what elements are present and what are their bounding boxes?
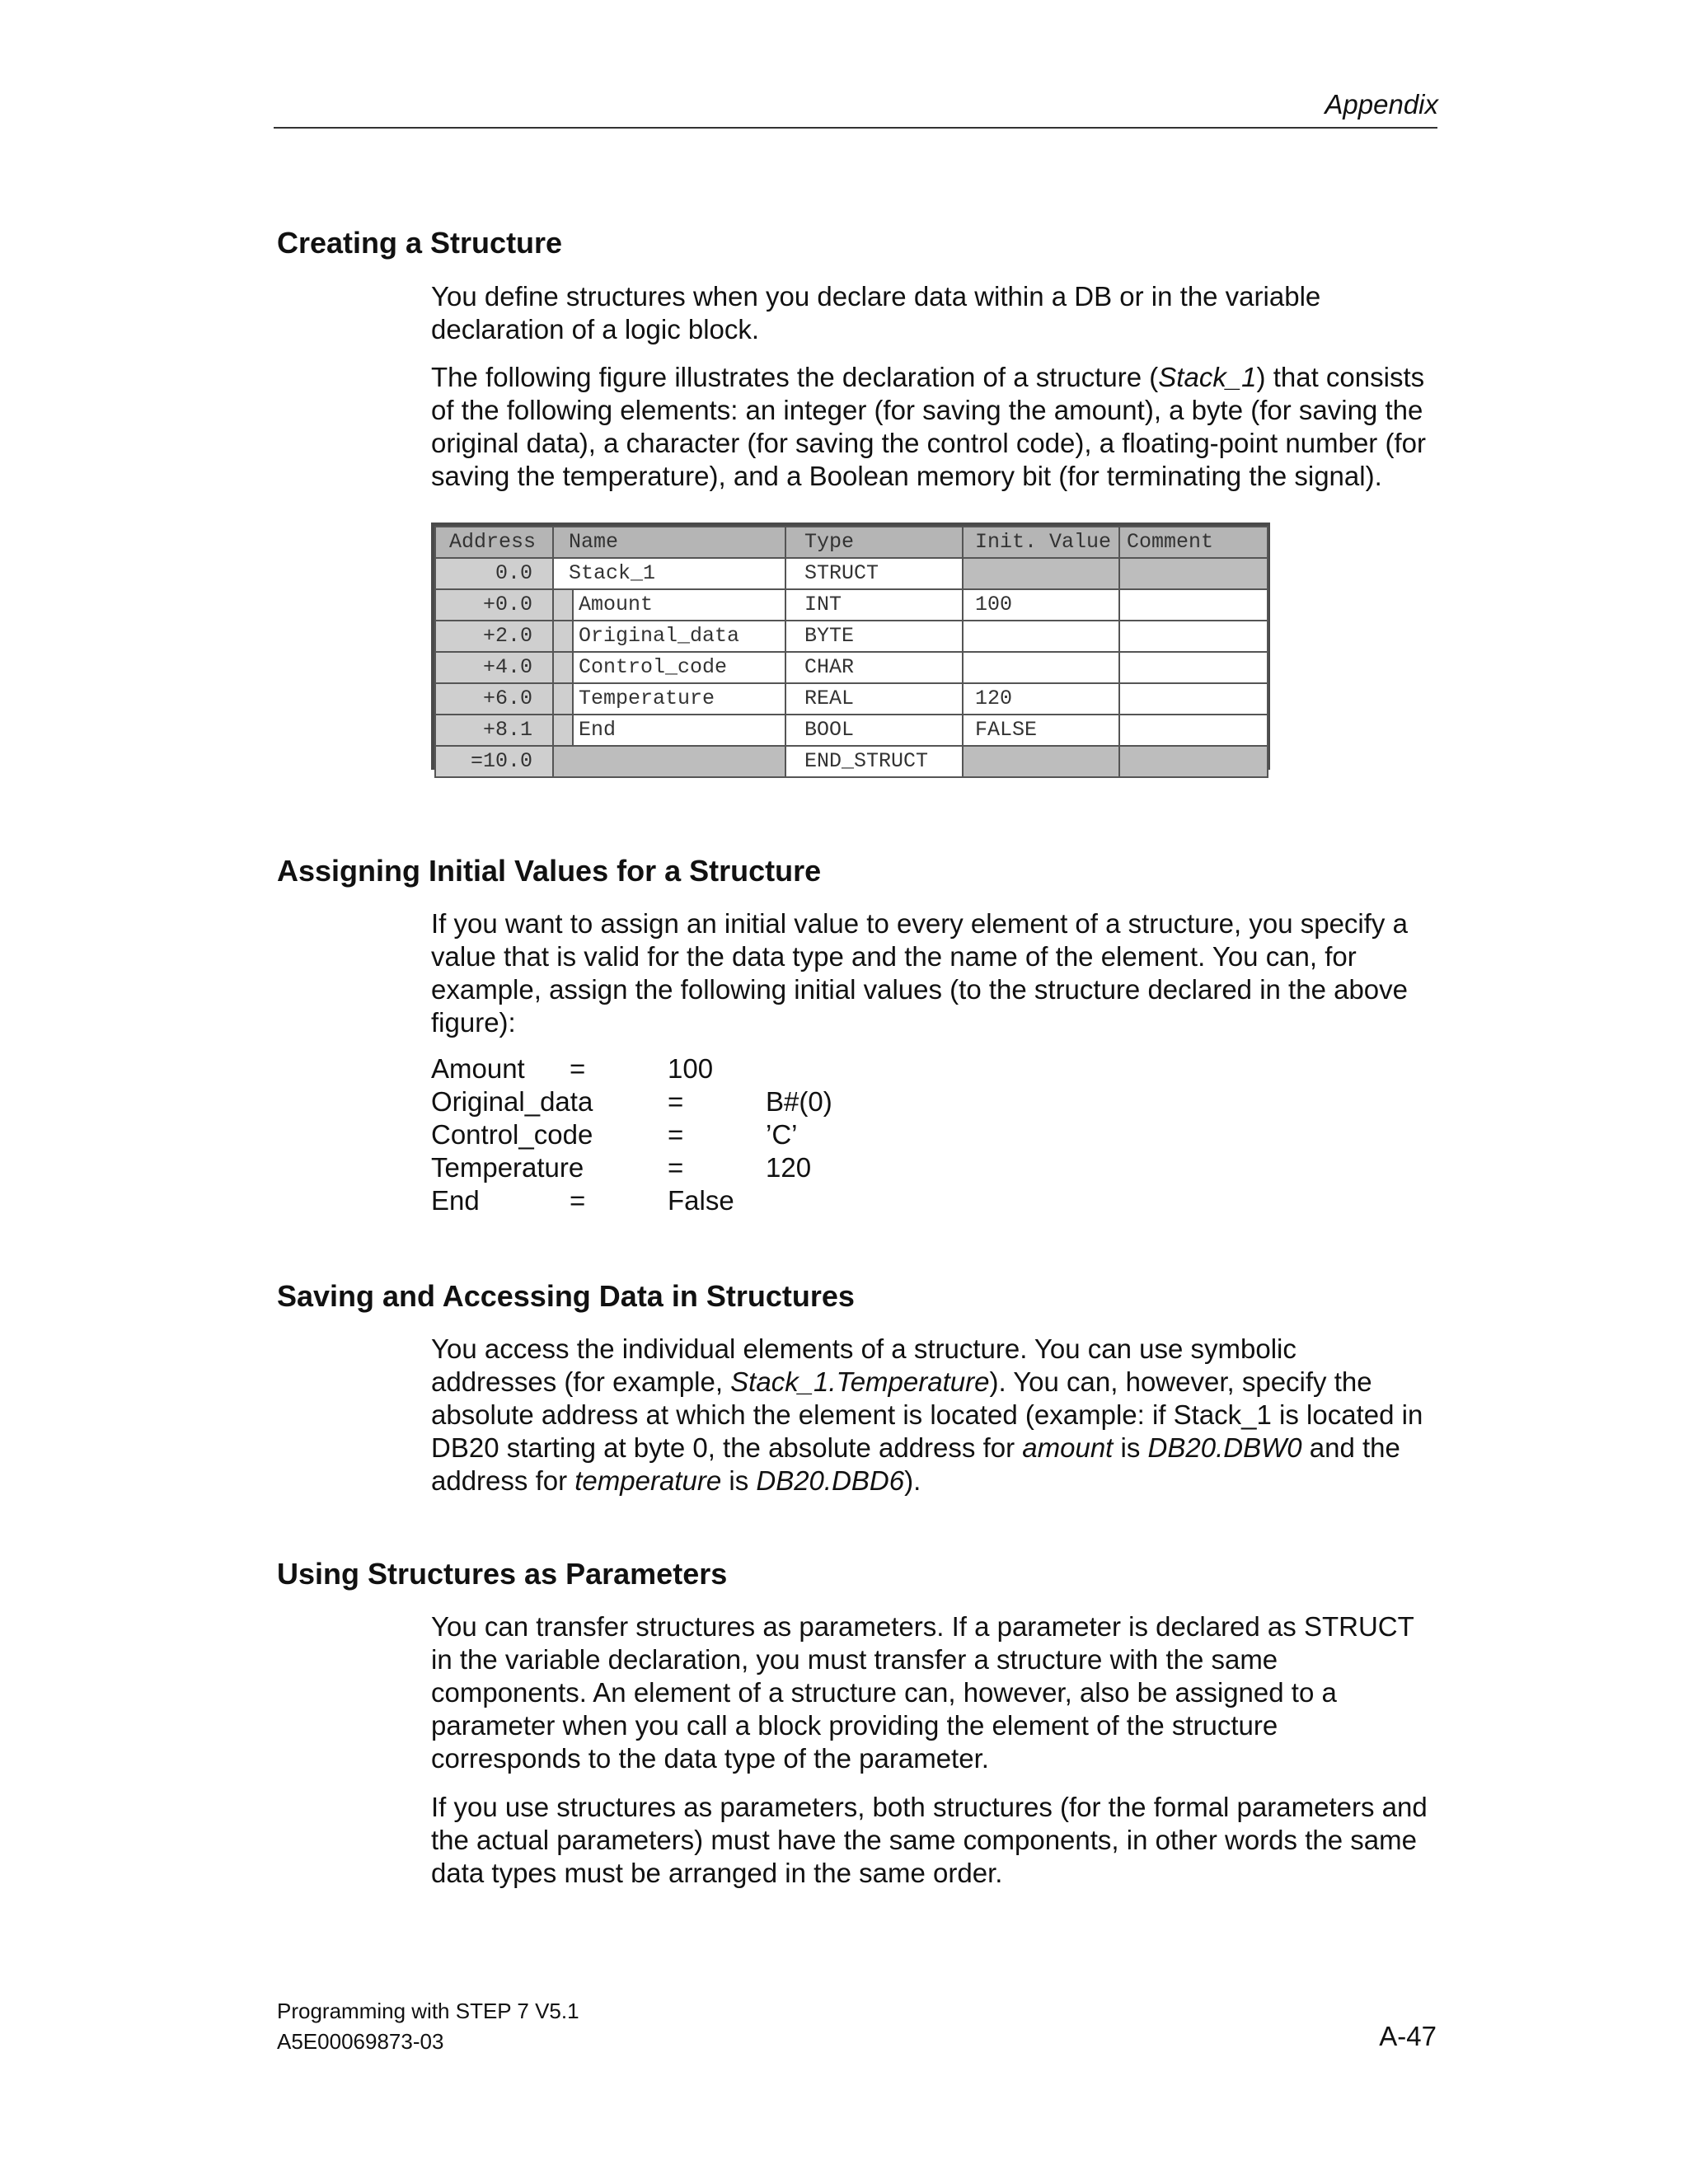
cell-init-value	[963, 652, 1119, 683]
text-line: of the following elements: an integer (for saving the amount), a byte (for saving the	[431, 395, 1423, 425]
initial-values-list	[431, 1052, 1008, 1217]
header-rule	[274, 127, 1437, 129]
paragraph-accessing-elements	[431, 1333, 1441, 1497]
declaration-table	[434, 526, 1268, 778]
footer-doc-number: A5E00069873-03	[277, 2029, 444, 2054]
cell-init-value: 100	[963, 589, 1119, 621]
text-line: figure):	[431, 1007, 516, 1038]
cell-comment	[1119, 621, 1268, 652]
indent-cell	[553, 652, 573, 683]
footer-book-title: Programming with STEP 7 V5.1	[277, 1999, 579, 2023]
cell-init-value	[963, 746, 1119, 777]
text-line: components. An element of a structure can, however, also be assigned to a	[431, 1677, 1337, 1708]
text-line: You define structures when you declare data within a DB or in the variable	[431, 281, 1321, 312]
assignment-name: End	[431, 1185, 480, 1216]
cell-type: CHAR	[785, 652, 963, 683]
list-item	[431, 1085, 1008, 1118]
text-line: example, assign the following initial values (to the structure declared in the above	[431, 974, 1409, 1005]
cell-init-value: FALSE	[963, 715, 1119, 746]
text-line: parameter when you call a block providing the element of the structure	[431, 1710, 1278, 1741]
list-item	[431, 1118, 1008, 1151]
text-line: the actual parameters) must have the same components, in other words the same	[431, 1825, 1417, 1855]
cell-comment	[1119, 746, 1268, 777]
cell-comment	[1119, 589, 1268, 621]
text-line: in the variable declaration, you must transfer a structure with the same	[431, 1644, 1278, 1675]
paragraph-same-components	[431, 1791, 1441, 1890]
cell-type: REAL	[785, 683, 963, 715]
text-line: declaration of a logic block.	[431, 314, 760, 344]
cell-name: End	[573, 715, 785, 746]
list-item	[431, 1151, 1008, 1184]
paragraph-define-structures	[431, 280, 1441, 346]
assignment-value: 120	[766, 1152, 812, 1183]
cell-init-value	[963, 621, 1119, 652]
text-line: data types must be arranged in the same order.	[431, 1858, 1003, 1888]
cell-name	[553, 746, 785, 777]
cell-name: Amount	[573, 589, 785, 621]
indent-cell	[553, 589, 573, 621]
cell-type: STRUCT	[785, 558, 963, 589]
assignment-value: False	[668, 1185, 734, 1216]
italic-stack-1: Stack_1	[1158, 362, 1257, 392]
text-line: corresponds to the data type of the parameter.	[431, 1743, 989, 1774]
heading-structures-as-parameters: Using Structures as Parameters	[277, 1557, 728, 1591]
cell-type: BYTE	[785, 621, 963, 652]
table-row	[435, 652, 1268, 683]
text-line: value that is valid for the data type and the name of the element. You can, for	[431, 941, 1357, 972]
indent-cell	[553, 715, 573, 746]
assignment-equals: =	[570, 1185, 586, 1216]
header-type: Type	[785, 527, 963, 558]
text-line: absolute address at which the element is located (example: if Stack_1 is located in	[431, 1399, 1423, 1430]
text-line: addresses (for example, Stack_1.Temperature). You can, however, specify the	[431, 1366, 1372, 1397]
cell-address: +6.0	[435, 683, 553, 715]
cell-address: 0.0	[435, 558, 553, 589]
cell-type: INT	[785, 589, 963, 621]
cell-comment	[1119, 652, 1268, 683]
header-name: Name	[553, 527, 785, 558]
table-row	[435, 621, 1268, 652]
cell-name: Control_code	[573, 652, 785, 683]
assignment-name: Temperature	[431, 1152, 584, 1183]
table-row	[435, 715, 1268, 746]
cell-comment	[1119, 558, 1268, 589]
paragraph-figure-description	[431, 361, 1441, 493]
cell-address: +4.0	[435, 652, 553, 683]
page-number: A-47	[1379, 2021, 1437, 2051]
cell-name: Stack_1	[553, 558, 785, 589]
indent-cell	[553, 683, 573, 715]
cell-name: Temperature	[573, 683, 785, 715]
cell-type: END_STRUCT	[785, 746, 963, 777]
header-init-value: Init. Value	[963, 527, 1119, 558]
paragraph-transfer-structures	[431, 1610, 1441, 1775]
header-comment: Comment	[1119, 527, 1268, 558]
list-item	[431, 1184, 1008, 1217]
assignment-equals: =	[668, 1086, 684, 1117]
text-line: You access the individual elements of a structure. You can use symbolic	[431, 1333, 1296, 1364]
heading-saving-accessing-data: Saving and Accessing Data in Structures	[277, 1279, 855, 1313]
assignment-value: ’C’	[766, 1119, 798, 1150]
indent-cell	[553, 621, 573, 652]
cell-address: +0.0	[435, 589, 553, 621]
assignment-value: 100	[668, 1053, 714, 1084]
text-line: If you use structures as parameters, both structures (for the formal parameters and	[431, 1792, 1428, 1822]
structure-declaration-figure	[431, 523, 1270, 773]
assignment-name: Control_code	[431, 1119, 593, 1150]
text-line: saving the temperature), and a Boolean memory bit (for terminating the signal).	[431, 461, 1382, 491]
cell-type: BOOL	[785, 715, 963, 746]
table-row	[435, 558, 1268, 589]
text-line: address for temperature is DB20.DBD6).	[431, 1465, 921, 1496]
table-row	[435, 589, 1268, 621]
heading-creating-structure: Creating a Structure	[277, 226, 563, 260]
cell-address: +8.1	[435, 715, 553, 746]
cell-address: =10.0	[435, 746, 553, 777]
assignment-equals: =	[668, 1152, 684, 1183]
cell-name: Original_data	[573, 621, 785, 652]
list-item	[431, 1052, 1008, 1085]
heading-assigning-initial-values: Assigning Initial Values for a Structure	[277, 854, 822, 888]
assignment-name: Original_data	[431, 1086, 593, 1117]
table-header-row	[435, 527, 1268, 558]
table-row	[435, 683, 1268, 715]
cell-init-value	[963, 558, 1119, 589]
text-line: original data), a character (for saving the control code), a floating-point number (for	[431, 428, 1426, 458]
assignment-value: B#(0)	[766, 1086, 832, 1117]
text-line: If you want to assign an initial value to every element of a structure, you specify a	[431, 908, 1408, 939]
text-line: The following figure illustrates the declaration of a structure (Stack_1) that consists	[431, 362, 1425, 392]
table-row	[435, 746, 1268, 777]
assignment-name: Amount	[431, 1053, 525, 1084]
cell-comment	[1119, 683, 1268, 715]
assignment-equals: =	[668, 1119, 684, 1150]
cell-address: +2.0	[435, 621, 553, 652]
assignment-equals: =	[570, 1053, 586, 1084]
paragraph-assign-initial-values	[431, 907, 1441, 1039]
page-header-title: Appendix	[1325, 89, 1438, 120]
header-address: Address	[435, 527, 553, 558]
cell-comment	[1119, 715, 1268, 746]
text-line: DB20 starting at byte 0, the absolute address for amount is DB20.DBW0 and the	[431, 1432, 1400, 1463]
text-line: You can transfer structures as parameters. If a parameter is declared as STRUCT	[431, 1611, 1414, 1642]
cell-init-value: 120	[963, 683, 1119, 715]
